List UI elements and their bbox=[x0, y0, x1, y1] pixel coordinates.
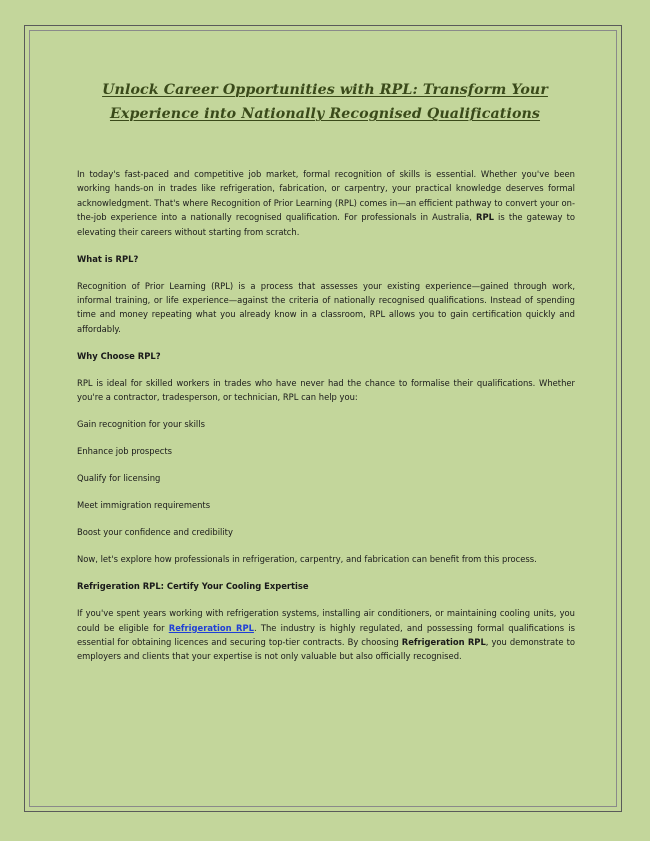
refrigeration-rpl-paragraph: If you've spent years working with refrigeration systems, installing air conditioners, or maintaining cooling units, you could be eligible for Refrigeration RPL. The industry is highly regulated, and possessing formal qualifications is essential for obtaining licences and securing top-tier contracts. By choosing Refrigeration RPL, you demonstrate to employers and clients that your expertise is not only valuable but also officially recognised. bbox=[77, 608, 575, 662]
document-title: Unlock Career Opportunities with RPL: Transform Your Experience into Nationally Recognised Qualifications bbox=[102, 82, 548, 122]
document-body bbox=[77, 167, 575, 676]
refrigeration-rpl-heading: Refrigeration RPL: Certify Your Cooling Expertise bbox=[77, 581, 309, 592]
refrigeration-rpl-bold: Refrigeration RPL bbox=[401, 637, 486, 648]
benefit-item: Qualify for licensing bbox=[77, 473, 161, 484]
intro-paragraph: In today's fast-paced and competitive job market, formal recognition of skills is essential. Whether you've been working hands-on in trades like refrigeration, fabrication, or carpentry, your practical knowledge deserves formal acknowledgment. That's where Recognition of Prior Learning (RPL) comes in—an efficient pathway to convert your on-the-job experience into a nationally recognised qualification. For professionals in Australia, RPL is the gateway to elevating their careers without starting from scratch. bbox=[77, 169, 575, 237]
benefit-item: Enhance job prospects bbox=[77, 446, 172, 457]
explore-paragraph: Now, let's explore how professionals in refrigeration, carpentry, and fabrication can benefit from this process. bbox=[77, 554, 537, 565]
what-is-rpl-heading: What is RPL? bbox=[77, 253, 139, 264]
what-is-rpl-paragraph: Recognition of Prior Learning (RPL) is a process that assesses your existing experience—gained through work, informal training, or life experience—against the criteria of nationally recognised qualifications. Instead of spending time and money repeating what you already know in a classroom, RPL allows you to gain certification quickly and affordably. bbox=[77, 280, 575, 334]
why-choose-rpl-heading: Why Choose RPL? bbox=[77, 350, 161, 361]
benefit-item: Boost your confidence and credibility bbox=[77, 527, 233, 538]
refrigeration-rpl-link[interactable]: Refrigeration RPL bbox=[168, 622, 254, 633]
benefit-item: Gain recognition for your skills bbox=[77, 419, 205, 430]
rpl-bold: RPL bbox=[476, 212, 494, 223]
benefit-item: Meet immigration requirements bbox=[77, 500, 211, 511]
why-choose-rpl-paragraph: RPL is ideal for skilled workers in trades who have never had the chance to formalise their qualifications. Whether you're a contractor, tradesperson, or technician, RPL can help you: bbox=[77, 377, 575, 403]
